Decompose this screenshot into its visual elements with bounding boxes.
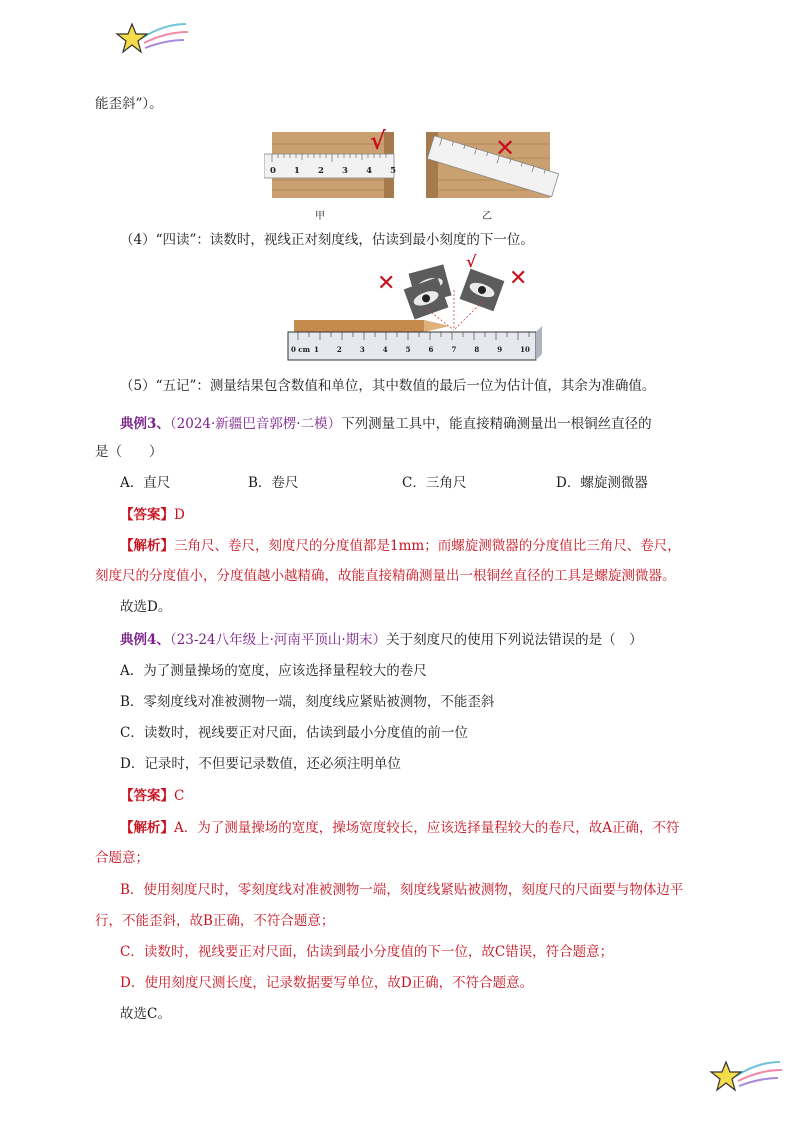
- example4-source: （23-24八年级上·河南平顶山·期末）: [169, 632, 387, 648]
- example3-question-cont: 是（ ）: [95, 444, 163, 460]
- example4-analysis-d: D．使用刻度尺测长度，记录数据要写单位，故D正确，不符合题意。: [120, 975, 534, 991]
- example4-conclusion: 故选C。: [120, 1006, 171, 1022]
- check-mark-icon: √: [370, 126, 386, 155]
- analysis-a-text: A．为了测量操场的宽度，操场宽度较长，应该选择量程较大的卷尺，故A正确，不符: [174, 820, 680, 836]
- example3-question: [120, 414, 652, 434]
- example3-question-text: 下列测量工具中，能直接精确测量出一根铜丝直径的: [341, 416, 652, 432]
- example4-answer: [120, 786, 184, 806]
- step-4-text: （4）“四读”：读数时，视线正对刻度线，估读到最小刻度的下一位。: [120, 232, 534, 248]
- shooting-star-icon-bottom: [706, 1056, 786, 1100]
- cross-mark-icon-right: ✕: [509, 266, 528, 291]
- answer-tag: 【答案】: [120, 507, 174, 523]
- example3-option-d: D．螺旋测微器: [556, 475, 648, 491]
- example4-option-b: B．零刻度线对准被测物一端，刻度线应紧贴被测物，不能歪斜: [120, 694, 495, 710]
- check-mark-icon-2: √: [466, 252, 477, 271]
- example3-option-a: A．直尺: [120, 475, 171, 491]
- example4-option-a: A．为了测量操场的宽度，应该选择量程较大的卷尺: [120, 663, 427, 679]
- answer-value-2: C: [174, 788, 185, 804]
- example3-source: （2024·新疆巴音郭楞·二模）: [169, 416, 342, 432]
- figure-caption-right: 乙: [482, 211, 492, 222]
- example4-analysis-b: B．使用刻度尺时，零刻度线对准被测物一端，刻度线紧贴被测物，刻度尺的尺面要与物体边平: [120, 882, 684, 898]
- analysis-text: 三角尺、卷尺，刻度尺的分度值都是1mm；而螺旋测微器的分度值比三角尺、卷尺，: [174, 538, 681, 554]
- step-5-text: （5）“五记”：测量结果包含数值和单位，其中数值的最后一位为估计值，其余为准确值。: [120, 378, 656, 394]
- cross-mark-icon: ✕: [495, 134, 516, 162]
- example3-label: 典例3、: [120, 416, 170, 432]
- example4-analysis-b-cont: 行，不能歪斜，故B正确，不符合题意；: [95, 913, 335, 929]
- example4-question: [120, 630, 643, 650]
- answer-value: D: [174, 507, 185, 523]
- figure-ruler-placement: [264, 128, 564, 202]
- top-text: 能歪斜”）。: [95, 96, 163, 112]
- example3-answer: [120, 505, 185, 525]
- example4-label: 典例4、: [120, 632, 170, 648]
- example3-analysis-cont: 刻度尺的分度值小，分度值越小越精确，故能直接精确测量出一根铜丝直径的工具是螺旋测微器。: [95, 568, 676, 584]
- example4-analysis-a: [120, 818, 680, 838]
- ruler-unit-label: 0 cm: [291, 345, 310, 354]
- example4-analysis-a-cont: 合题意；: [95, 850, 149, 866]
- ruler-tick-labels-2: 1 2 3 4 5 6 7 8 9 10: [314, 345, 530, 354]
- answer-tag-2: 【答案】: [120, 788, 174, 804]
- example3-conclusion: 故选D。: [120, 599, 172, 615]
- cross-mark-icon-left: ✕: [377, 271, 396, 296]
- analysis-tag: 【解析】: [120, 538, 174, 554]
- ruler-tick-labels: 0 1 2 3 4 5: [270, 166, 396, 176]
- example3-option-c: C．三角尺: [402, 475, 467, 491]
- figure-caption-left: 甲: [315, 211, 325, 222]
- example4-analysis-c: C．读数时，视线要正对尺面，估读到最小分度值的下一位，故C错误，符合题意；: [120, 944, 614, 960]
- example4-option-c: C．读数时，视线要正对尺面，估读到最小分度值的前一位: [120, 725, 468, 741]
- example4-option-d: D．记录时，不但要记录数值，还必须注明单位: [120, 756, 401, 772]
- analysis-tag-2: 【解析】: [120, 820, 174, 836]
- example3-option-b: B．卷尺: [248, 475, 299, 491]
- example3-analysis: [120, 536, 681, 556]
- shooting-star-icon-top: [112, 18, 192, 62]
- example4-question-text: 关于刻度尺的使用下列说法错误的是（ ）: [386, 632, 643, 648]
